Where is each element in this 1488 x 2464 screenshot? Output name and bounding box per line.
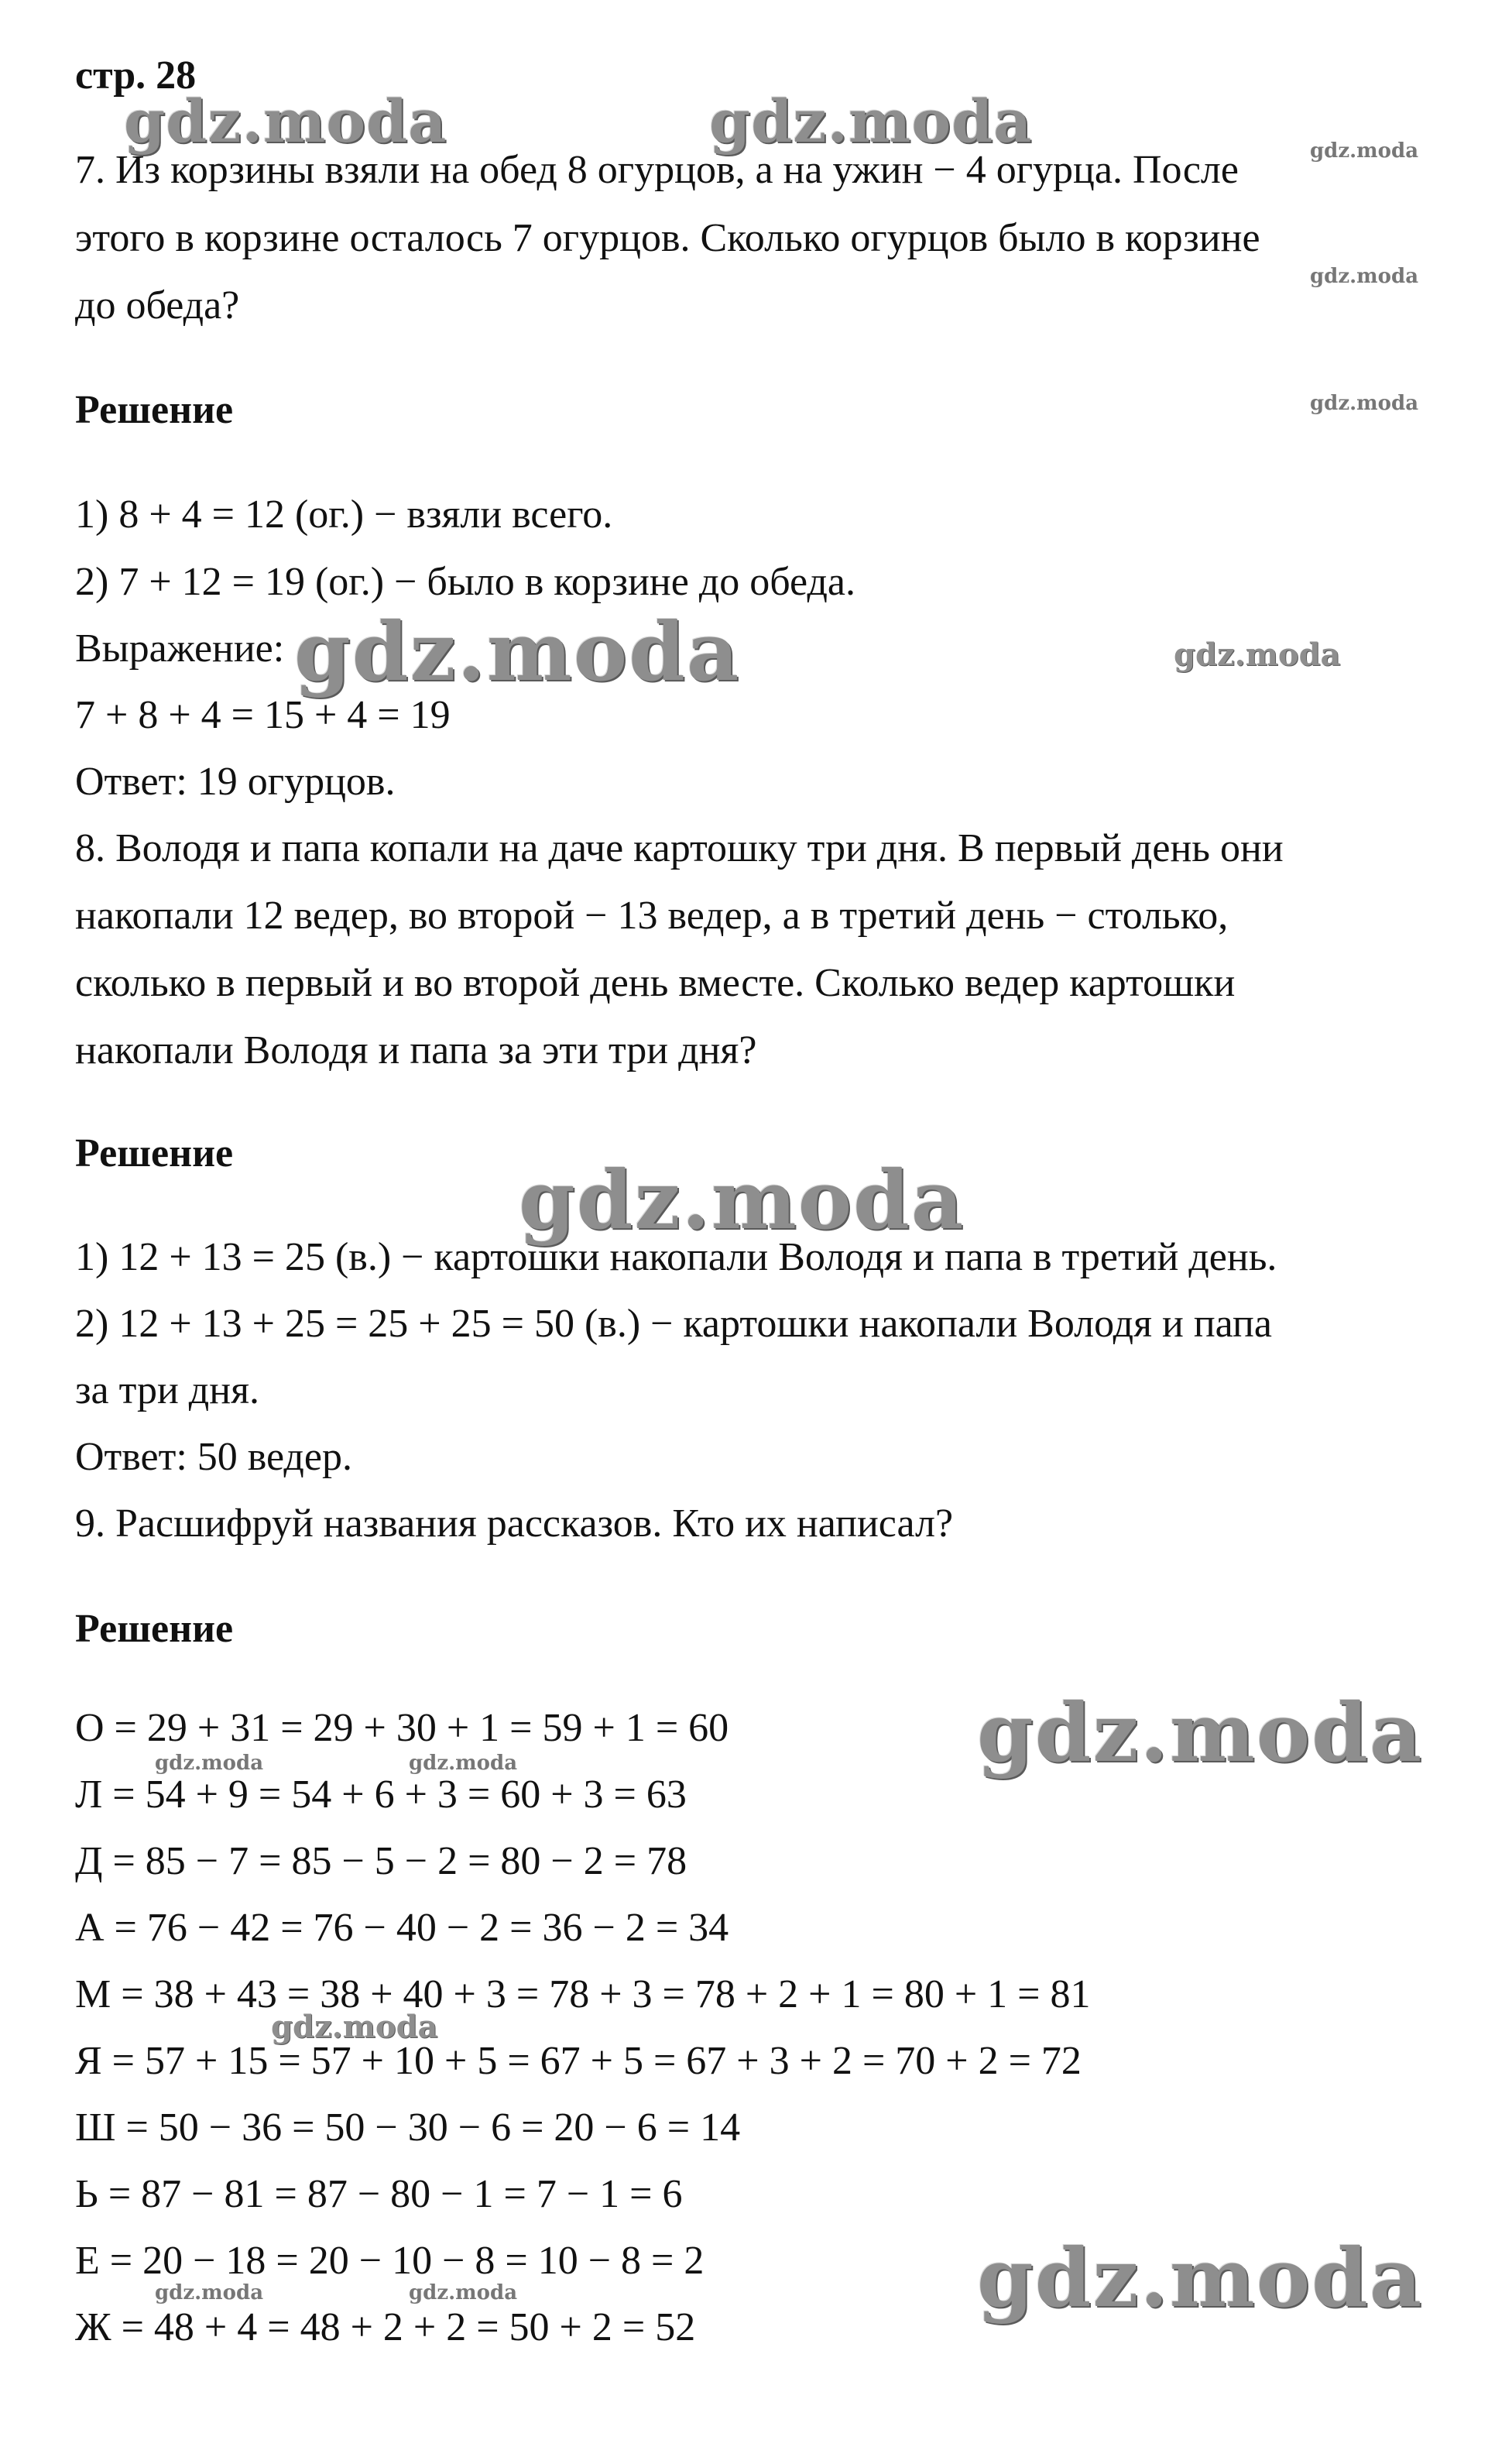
task7-answer: Ответ: 19 огурцов. [75, 760, 396, 804]
watermark: gdz.moda [124, 87, 447, 156]
task9-equation-a: А = 76 − 42 = 76 − 40 − 2 = 36 − 2 = 34 [75, 1906, 729, 1950]
watermark: gdz.moda [977, 1685, 1424, 1780]
task9-equation-d: Д = 85 − 7 = 85 − 5 − 2 = 80 − 2 = 78 [75, 1839, 687, 1883]
task9-line-1: 9. Расшифруй названия рассказов. Кто их написал? [75, 1501, 954, 1546]
watermark: gdz.moda [1174, 637, 1341, 673]
task7-expression: 7 + 8 + 4 = 15 + 4 = 19 [75, 693, 451, 737]
watermark: gdz.moda [409, 1752, 518, 1775]
task9-solution-heading: Решение [75, 1607, 234, 1651]
watermark: gdz.moda [1310, 392, 1419, 415]
task7-line-1: 7. Из корзины взяли на обед 8 огурцов, а на ужин − 4 огурца. После [75, 148, 1239, 192]
task8-line-4: накопали Володя и папа за эти три дня? [75, 1028, 757, 1072]
task8-solution-heading: Решение [75, 1131, 234, 1175]
watermark: gdz.moda [409, 2281, 518, 2304]
watermark: gdz.moda [155, 1752, 264, 1775]
task8-answer: Ответ: 50 ведер. [75, 1435, 352, 1479]
watermark: gdz.moda [977, 2230, 1424, 2325]
task9-equation-zh: Ж = 48 + 4 = 48 + 2 + 2 = 50 + 2 = 52 [75, 2305, 696, 2349]
watermark: gdz.moda [1310, 139, 1419, 163]
task9-equation-l: Л = 54 + 9 = 54 + 6 + 3 = 60 + 3 = 63 [75, 1773, 687, 1817]
watermark: gdz.moda [709, 87, 1033, 156]
watermark: gdz.moda [519, 1152, 965, 1247]
task9-equation-ya: Я = 57 + 15 = 57 + 10 + 5 = 67 + 5 = 67 + 3 + 2 = 70 + 2 = 72 [75, 2039, 1082, 2083]
task7-line-3: до обеда? [75, 283, 240, 328]
task7-solution-heading: Решение [75, 388, 234, 432]
task9-equation-soft-sign: Ь = 87 − 81 = 87 − 80 − 1 = 7 − 1 = 6 [75, 2172, 683, 2216]
task9-equation-m: М = 38 + 43 = 38 + 40 + 3 = 78 + 3 = 78 + 2 + 1 = 80 + 1 = 81 [75, 1972, 1091, 2016]
task8-line-2: накопали 12 ведер, во второй − 13 ведер, а в третий день − столько, [75, 894, 1229, 938]
task9-equation-e: Е = 20 − 18 = 20 − 10 − 8 = 10 − 8 = 2 [75, 2239, 705, 2283]
watermark: gdz.moda [155, 2281, 264, 2304]
task7-step-2: 2) 7 + 12 = 19 (ог.) − было в корзине до обеда. [75, 560, 855, 604]
task9-equation-o: О = 29 + 31 = 29 + 30 + 1 = 59 + 1 = 60 [75, 1706, 729, 1750]
task8-step-2: 2) 12 + 13 + 25 = 25 + 25 = 50 (в.) − картошки накопали Володя и папа [75, 1302, 1272, 1346]
page-number-header: стр. 28 [75, 53, 197, 98]
task9-equation-sh: Ш = 50 − 36 = 50 − 30 − 6 = 20 − 6 = 14 [75, 2105, 741, 2150]
watermark: gdz.moda [1310, 265, 1419, 288]
task8-line-3: сколько в первый и во второй день вместе. Сколько ведер картошки [75, 961, 1236, 1005]
task8-step-1: 1) 12 + 13 = 25 (в.) − картошки накопали Володя и папа в третий день. [75, 1235, 1277, 1279]
task8-line-1: 8. Володя и папа копали на даче картошку три дня. В первый день они [75, 826, 1284, 870]
watermark: gdz.moda [271, 2009, 438, 2045]
task7-line-2: этого в корзине осталось 7 огурцов. Сколько огурцов было в корзине [75, 216, 1260, 260]
task8-step-2-cont: за три дня. [75, 1368, 260, 1412]
task7-expression-label: Выражение: [75, 626, 285, 671]
watermark: gdz.moda [294, 604, 741, 699]
task7-step-1: 1) 8 + 4 = 12 (ог.) − взяли всего. [75, 492, 613, 537]
